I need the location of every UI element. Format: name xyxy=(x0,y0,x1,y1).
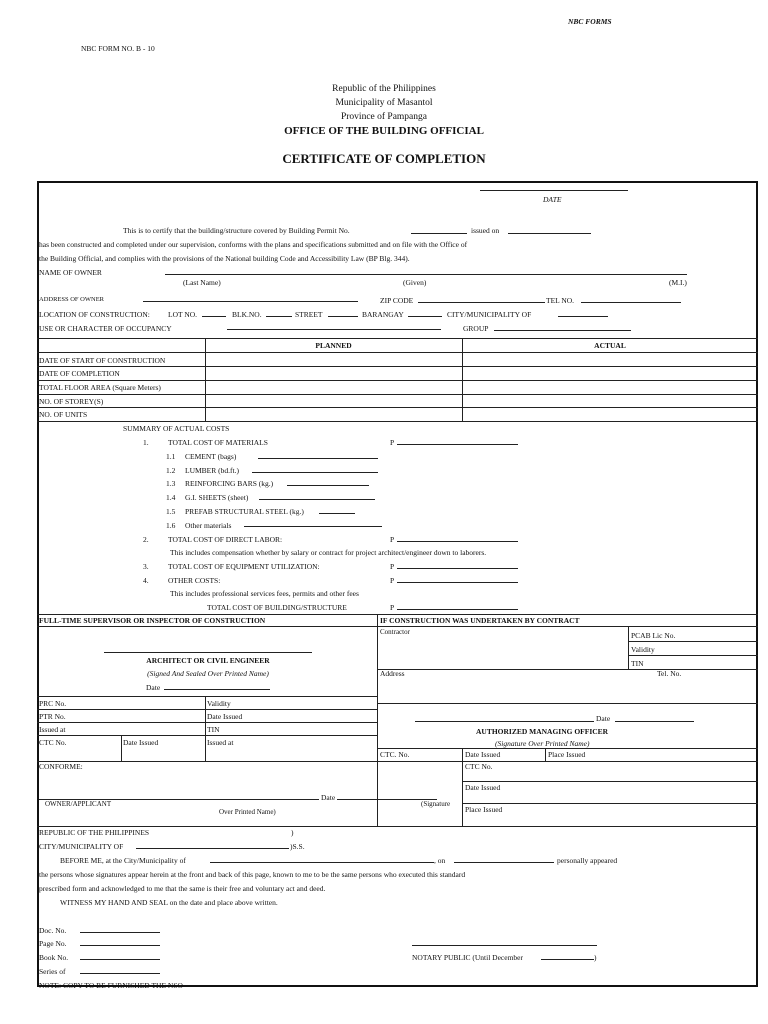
conforme-ctc-label: CTC No. xyxy=(465,762,493,771)
permit-no-field[interactable] xyxy=(411,233,467,234)
certify-text: This is to certify that the building/structure covered by Building Permit No. xyxy=(123,226,350,235)
engineer-date-label: Date xyxy=(146,683,161,692)
zip-field[interactable] xyxy=(418,302,545,303)
equipment-field[interactable] xyxy=(397,568,518,569)
location-label: LOCATION OF CONSTRUCTION: xyxy=(39,310,150,319)
subitem-number: 1.1 xyxy=(166,452,176,461)
subitem-number: 1.2 xyxy=(166,466,176,475)
blk-label: BLK.NO. xyxy=(232,310,262,319)
engineer-title: ARCHITECT OR CIVIL ENGINEER xyxy=(146,656,270,665)
subitem-label: PREFAB STRUCTURAL STEEL (kg.) xyxy=(185,507,304,516)
subitem-label: REINFORCING BARS (kg.) xyxy=(185,479,274,488)
cement-field[interactable] xyxy=(258,458,378,459)
contract-tin-label: TIN xyxy=(631,659,644,668)
subitem-number: 1.4 xyxy=(166,493,176,502)
planned-header: PLANNED xyxy=(315,341,352,350)
contractor-label: Contractor xyxy=(380,628,410,636)
barangay-label: BARANGAY xyxy=(362,310,404,319)
table-row-label: NO. OF UNITS xyxy=(39,410,88,419)
subitem-label: LUMBER (bd.ft.) xyxy=(185,466,239,475)
contract-heading: IF CONSTRUCTION WAS UNDERTAKEN BY CONTRACT xyxy=(380,616,580,625)
supervisor-heading: FULL-TIME SUPERVISOR OR INSPECTOR OF CONSTRUCTION xyxy=(39,616,266,625)
nbc-forms-label: NBC FORMS xyxy=(568,17,612,26)
lot-field[interactable] xyxy=(202,316,226,317)
blk-field[interactable] xyxy=(266,316,292,317)
zip-label: ZIP CODE xyxy=(380,296,414,305)
office-heading: OFFICE OF THE BUILDING OFFICIAL xyxy=(284,125,484,137)
group-label: GROUP xyxy=(463,324,489,333)
city-field[interactable] xyxy=(558,316,608,317)
materials-field[interactable] xyxy=(397,444,518,445)
subitem-number: 1.6 xyxy=(166,521,176,530)
actual-header: ACTUAL xyxy=(594,341,626,350)
engineer-signature-line[interactable] xyxy=(104,652,312,653)
mi-caption: (M.I.) xyxy=(669,278,687,287)
table-row-label: TOTAL FLOOR AREA (Square Meters) xyxy=(39,383,161,392)
street-field[interactable] xyxy=(328,316,358,317)
appeared-text: personally appeared xyxy=(557,856,618,865)
ptr-label: PTR No. xyxy=(39,712,66,721)
validity-label: Validity xyxy=(207,699,231,708)
city-label: CITY/MUNICIPALITY OF xyxy=(447,310,532,319)
pcab-label: PCAB Lic No. xyxy=(631,631,676,640)
ctc-issued-at-label: Issued at xyxy=(207,738,234,747)
officer-signature-line[interactable] xyxy=(415,721,594,722)
tin-label: TIN xyxy=(207,725,220,734)
lot-label: LOT NO. xyxy=(168,310,198,319)
contract-tel-label: Tel. No. xyxy=(657,669,682,678)
total-label: TOTAL COST OF BUILDING/STRUCTURE xyxy=(207,603,347,612)
gi-sheets-field[interactable] xyxy=(259,499,375,500)
ptr-date-label: Date Issued xyxy=(207,712,243,721)
item-number: 2. xyxy=(143,535,149,544)
labor-label: TOTAL COST OF DIRECT LABOR: xyxy=(168,535,283,544)
summary-heading: SUMMARY OF ACTUAL COSTS xyxy=(123,424,230,433)
certify-line-2: has been constructed and completed under our supervision, conforms with the plans and specifications submitted and on file with the Office of xyxy=(39,240,468,249)
contract-validity-label: Validity xyxy=(631,645,655,654)
conforme-sig-label: (Signature xyxy=(421,800,451,808)
prc-label: PRC No. xyxy=(39,699,67,708)
given-caption: (Given) xyxy=(403,278,427,287)
address-field[interactable] xyxy=(143,301,358,302)
witness-text: WITNESS MY HAND AND SEAL on the date and place above written. xyxy=(60,898,278,907)
total-field[interactable] xyxy=(397,609,518,610)
notary-close-paren: ) xyxy=(594,953,597,962)
item-number: 4. xyxy=(143,576,149,585)
subitem-label: G.I. SHEETS (sheet) xyxy=(185,493,249,502)
engineer-date-field[interactable] xyxy=(164,689,270,690)
table-row-label: DATE OF COMPLETION xyxy=(39,369,120,378)
nso-note: NOTE: COPY TO BE FURNISHED THE NSO xyxy=(39,981,183,990)
engineer-sig-caption: (Signed And Sealed Over Printed Name) xyxy=(147,669,269,678)
before-me-city-field[interactable] xyxy=(210,862,434,863)
owner-label: NAME OF OWNER xyxy=(39,268,102,277)
last-name-caption: (Last Name) xyxy=(183,278,221,287)
subitem-label: CEMENT (bags) xyxy=(185,452,237,461)
page-title: CERTIFICATE OF COMPLETION xyxy=(282,151,486,166)
materials-label: TOTAL COST OF MATERIALS xyxy=(168,438,268,447)
page-no-label: Page No. xyxy=(39,939,67,948)
officer-title: AUTHORIZED MANAGING OFFICER xyxy=(476,727,609,736)
date-line[interactable] xyxy=(480,190,628,191)
other-costs-field[interactable] xyxy=(397,582,518,583)
address-label: ADDRESS OF OWNER xyxy=(39,296,105,303)
province-heading: Province of Pampanga xyxy=(340,112,427,122)
conforme-label: CONFORME: xyxy=(39,762,83,771)
certify-line-3: the Building Official, and complies with the provisions of the National building Code and Accessibility Law (BP Blg. 344). xyxy=(39,254,410,263)
officer-place-issued-label: Place Issued xyxy=(548,750,586,759)
subitem-number: 1.5 xyxy=(166,507,176,516)
notary-line-3: prescribed form and acknowledged to me that the same is their free and voluntary act and deed. xyxy=(39,884,326,893)
use-field[interactable] xyxy=(227,329,441,330)
doc-no-field[interactable] xyxy=(80,932,160,933)
officer-date-issued-label: Date Issued xyxy=(465,750,501,759)
before-me-text: BEFORE ME, at the City/Municipality of xyxy=(60,856,186,865)
tel-field[interactable] xyxy=(581,302,681,303)
labor-note: This includes compensation whether by salary or contract for project architect/engineer down to laborers. xyxy=(170,548,487,557)
owner-name-field[interactable] xyxy=(165,274,687,275)
lumber-field[interactable] xyxy=(252,472,378,473)
series-label: Series of xyxy=(39,967,66,976)
peso-sign: P xyxy=(390,438,395,447)
republic-heading: Republic of the Philippines xyxy=(332,84,436,94)
contract-address-label: Address xyxy=(380,669,405,678)
group-field[interactable] xyxy=(494,330,631,331)
prefab-steel-field[interactable] xyxy=(319,513,355,514)
notary-line-2: the persons whose signatures appear herein at the front and back of this page, known to me to be the same persons who executed this standard xyxy=(39,870,466,879)
notary-city-field[interactable] xyxy=(136,848,289,849)
notary-paren: ) xyxy=(291,828,294,837)
officer-date-field[interactable] xyxy=(615,721,694,722)
municipality-heading: Municipality of Masantol xyxy=(335,98,433,108)
notary-public-label: NOTARY PUBLIC (Until December xyxy=(412,953,523,962)
notary-until-field[interactable] xyxy=(541,959,594,960)
date-caption: DATE xyxy=(543,195,562,204)
notary-ss: )S.S. xyxy=(290,842,305,851)
item-number: 1. xyxy=(143,438,149,447)
use-label: USE OR CHARACTER OF OCCUPANCY xyxy=(39,324,172,333)
barangay-field[interactable] xyxy=(408,316,442,317)
notary-signature-line[interactable] xyxy=(412,945,597,946)
table-row-label: NO. OF STOREY(S) xyxy=(39,397,104,406)
officer-date-label: Date xyxy=(596,714,611,723)
notary-city-label: CITY/MUNICIPALITY OF xyxy=(39,842,124,851)
labor-field[interactable] xyxy=(397,541,518,542)
street-label: STREET xyxy=(295,310,323,319)
peso-sign: P xyxy=(390,603,395,612)
equipment-label: TOTAL COST OF EQUIPMENT UTILIZATION: xyxy=(168,562,320,571)
item-number: 3. xyxy=(143,562,149,571)
issued-on-field[interactable] xyxy=(508,233,591,234)
ctc-date-label: Date Issued xyxy=(123,738,159,747)
issued-at-label: Issued at xyxy=(39,725,66,734)
officer-sig-caption: (Signature Over Printed Name) xyxy=(495,739,590,748)
other-costs-label: OTHER COSTS: xyxy=(168,576,221,585)
page-no-field[interactable] xyxy=(80,945,160,946)
form-number: NBC FORM NO. B - 10 xyxy=(81,44,155,53)
owner-applicant-label: OWNER/APPLICANT xyxy=(45,800,112,808)
doc-no-label: Doc. No. xyxy=(39,926,67,935)
other-materials-field[interactable] xyxy=(244,526,382,527)
series-field[interactable] xyxy=(80,973,160,974)
on-text: , on xyxy=(434,856,446,865)
conforme-date-label: Date xyxy=(321,793,336,802)
tel-label: TEL NO. xyxy=(546,296,575,305)
conforme-over-label: Over Printed Name) xyxy=(219,808,276,816)
other-costs-note: This includes professional services fees, permits and other fees xyxy=(170,589,359,598)
issued-on-text: issued on xyxy=(471,226,500,235)
peso-sign: P xyxy=(390,562,395,571)
book-no-label: Book No. xyxy=(39,953,69,962)
subitem-number: 1.3 xyxy=(166,479,176,488)
peso-sign: P xyxy=(390,576,395,585)
officer-ctc-label: CTC. No. xyxy=(380,750,410,759)
rebar-field[interactable] xyxy=(287,485,369,486)
notary-republic: REPUBLIC OF THE PHILIPPINES xyxy=(39,828,150,837)
ctc-label: CTC No. xyxy=(39,738,67,747)
book-no-field[interactable] xyxy=(80,959,160,960)
subitem-label: Other materials xyxy=(185,521,232,530)
before-me-date-field[interactable] xyxy=(454,862,554,863)
conforme-place-issued-label: Place Issued xyxy=(465,805,503,814)
table-row-label: DATE OF START OF CONSTRUCTION xyxy=(39,356,166,365)
peso-sign: P xyxy=(390,535,395,544)
conforme-date-issued-label: Date Issued xyxy=(465,783,501,792)
